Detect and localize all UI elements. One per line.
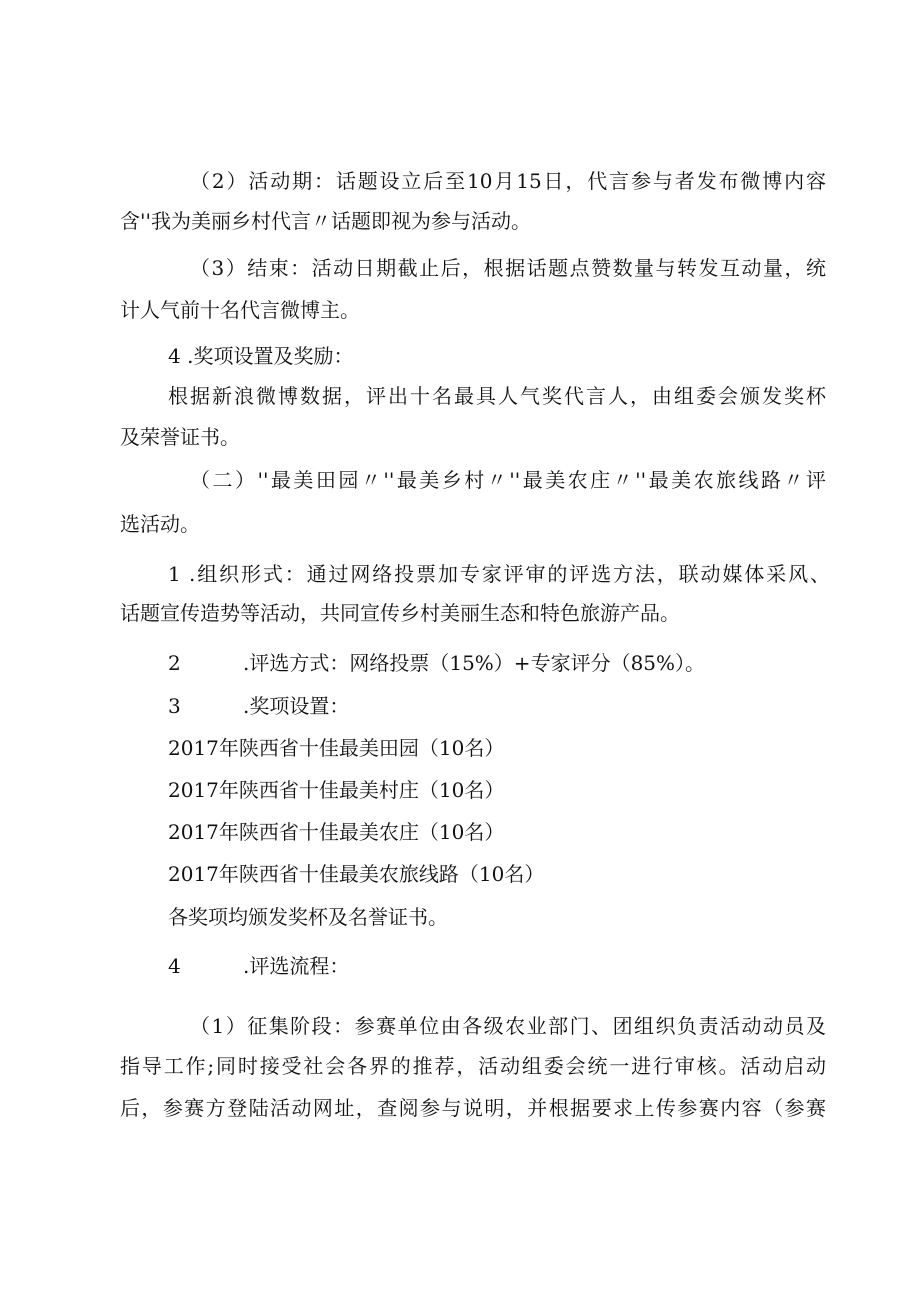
section-heading-line2: 选活动。 [120, 512, 200, 536]
award-list-item: 2017年陕西省十佳最美村庄（10名） [168, 778, 505, 802]
paragraph-organization-line2: 话题宣传造势等活动，共同宣传乡村美丽生态和特色旅游产品。 [120, 601, 680, 625]
paragraph-collection-line3: 后，参赛方登陆活动网址，查阅参与说明，并根据要求上传参赛内容（参赛 [120, 1096, 826, 1120]
paragraph-activity-period-line1: （2）活动期：话题设立后至10月15日，代言参与者发布微博内容 [190, 169, 826, 193]
paragraph-organization-line1: 1 .组织形式：通过网络投票加专家评审的评选方法，联动媒体采风、 [168, 562, 830, 586]
award-note: 各奖项均颁发奖杯及名誉证书。 [168, 905, 448, 929]
paragraph-end-line1: （3）结束：活动日期截止后，根据话题点赞数量与转发互动量，统 [190, 256, 826, 280]
item-award-settings: .奖项设置： [243, 694, 350, 718]
item-selection-process: .评选流程： [243, 954, 350, 978]
section-heading-line1: （二）''最美田园〃''最美乡村〃''最美农庄〃''最美农旅线路〃评 [190, 468, 826, 492]
award-list-item: 2017年陕西省十佳最美农旅线路（10名） [168, 862, 545, 886]
item-number-3: 3 [168, 694, 181, 718]
award-list-item: 2017年陕西省十佳最美农庄（10名） [168, 820, 505, 844]
paragraph-activity-period-line2: 含''我为美丽乡村代言〃话题即视为参与活动。 [120, 209, 531, 233]
item-number-2: 2 [168, 651, 181, 675]
item-number-4: 4 [168, 954, 181, 978]
paragraph-collection-line1: （1）征集阶段：参赛单位由各级农业部门、团组织负责活动动员及 [190, 1014, 826, 1038]
heading-awards-and-prizes: 4 .奖项设置及奖励： [168, 344, 354, 368]
item-selection-method: .评选方式：网络投票（15%）+专家评分（85%）。 [243, 651, 706, 675]
paragraph-collection-line2: 指导工作;同时接受社会各界的推荐，活动组委会统一进行审核。活动启动 [120, 1054, 826, 1078]
award-list-item: 2017年陕西省十佳最美田园（10名） [168, 736, 505, 760]
paragraph-awards-line1: 根据新浪微博数据，评出十名最具人气奖代言人，由组委会颁发奖杯 [168, 384, 826, 408]
paragraph-end-line2: 计人气前十名代言微博主。 [120, 298, 360, 322]
paragraph-awards-line2: 及荣誉证书。 [120, 425, 240, 449]
